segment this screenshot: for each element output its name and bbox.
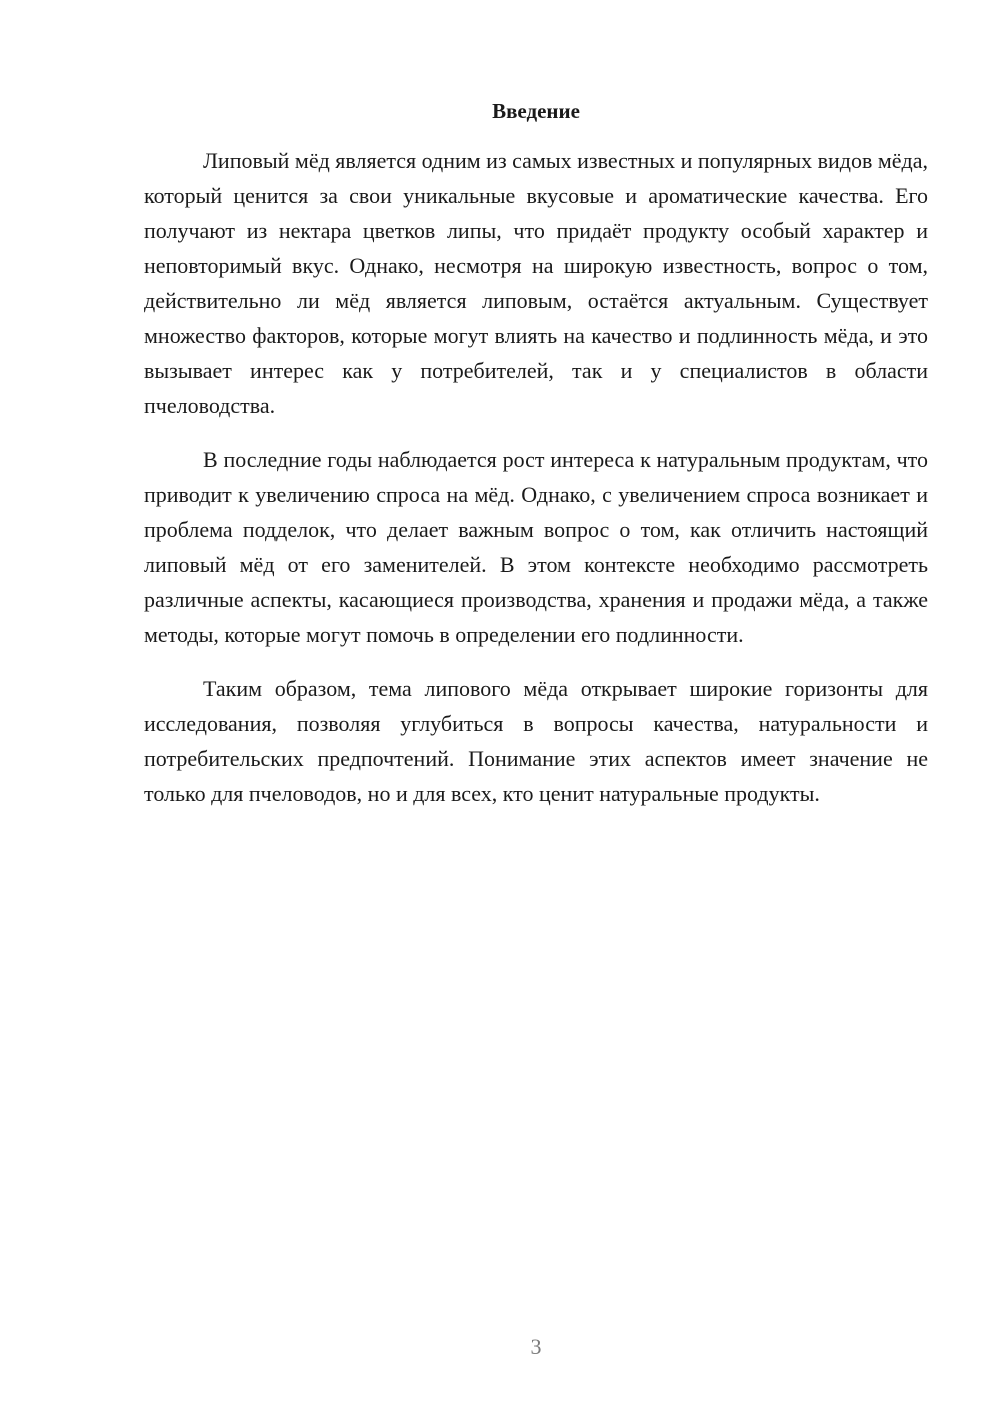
paragraph-3: Таким образом, тема липового мёда открывает широкие горизонты для исследования, позволяя углубиться в вопросы качества, натуральности и потребительских предпочтений. Понимание этих аспектов имеет значение не только для пчеловодов, но и для всех, кто ценит натуральные продукты. <box>144 676 928 806</box>
section-title: Введение <box>492 99 580 123</box>
paragraph-1: Липовый мёд является одним из самых известных и популярных видов мёда, который ценится за свои уникальные вкусовые и ароматические качества. Его получают из нектара цветков липы, что придаёт продукту особый характер и неповторимый вкус. Однако, несмотря на широкую известность, вопрос о том, действительно ли мёд является липовым, остаётся актуальным. Существует множество факторов, которые могут влиять на качество и подлинность мёда, и это вызывает интерес как у потребителей, так и у специалистов в области пчеловодства. <box>144 148 928 418</box>
page-number: 3 <box>530 1334 542 1359</box>
paragraph-2: В последние годы наблюдается рост интереса к натуральным продуктам, что приводит к увеличению спроса на мёд. Однако, с увеличением спроса возникает и проблема подделок, что делает важным вопрос о том, как отличить настоящий липовый мёд от его заменителей. В этом контексте необходимо рассмотреть различные аспекты, касающиеся производства, хранения и продажи мёда, а также методы, которые могут помочь в определении его подлинности. <box>144 447 928 647</box>
body-text <box>144 143 928 811</box>
